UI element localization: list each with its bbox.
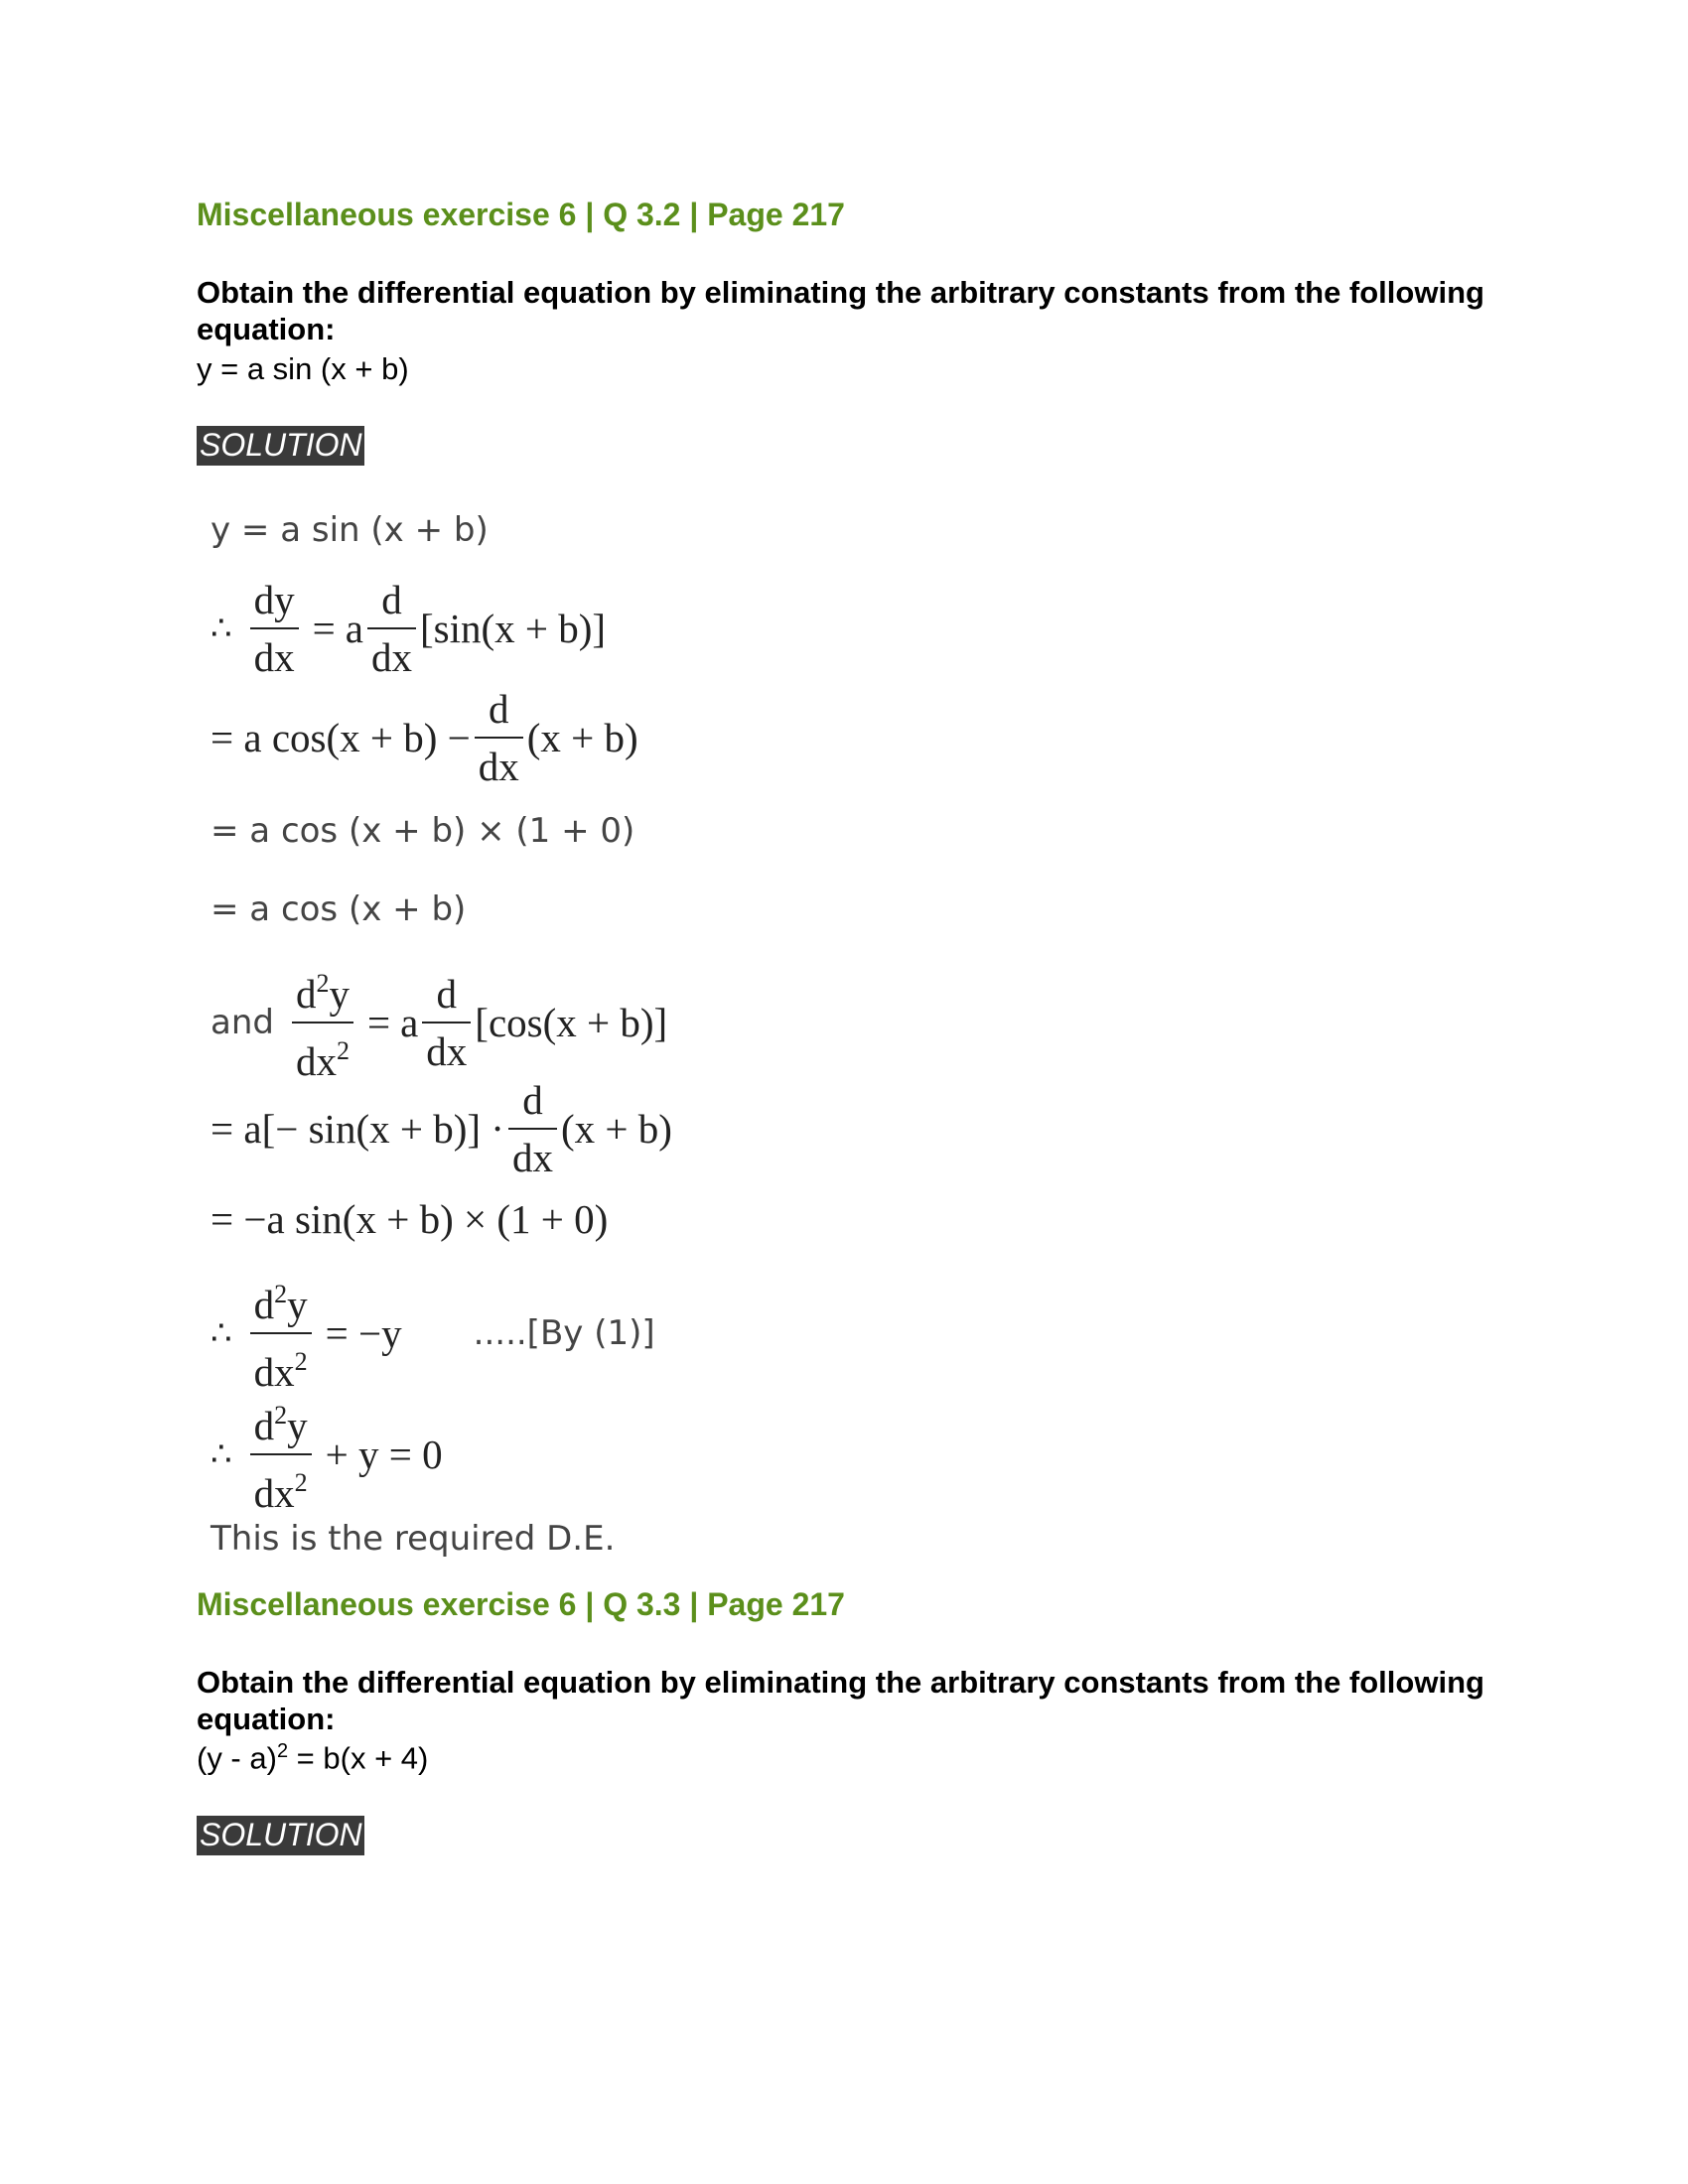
- numerator: d: [436, 971, 458, 1017]
- x-plus-b: (x + b): [526, 715, 638, 760]
- numerator: d: [522, 1077, 543, 1123]
- numerator: [292, 958, 353, 1022]
- step-line-8: = −a sin(x + b) × (1 + 0): [211, 1196, 609, 1242]
- cos-bracket: [cos(x + b)]: [475, 1000, 668, 1045]
- dx: dx: [253, 1470, 295, 1516]
- superscript: 2: [316, 969, 330, 998]
- superscript: 2: [336, 1036, 350, 1065]
- coefficient-a: a: [345, 606, 363, 651]
- step-line-9: [211, 1269, 655, 1398]
- step-line-7: [211, 1074, 672, 1183]
- fraction-d-dx: [422, 968, 471, 1077]
- solution-label: SOLUTION: [197, 1816, 364, 1855]
- equation-prefix: (y - a): [197, 1740, 277, 1776]
- fraction-d2y-dx2: [250, 1390, 312, 1519]
- numerator: d: [381, 577, 402, 622]
- reference-note: .....[By (1)]: [473, 1313, 655, 1353]
- fraction-d2y-dx2: [250, 1269, 312, 1398]
- solution-label: SOLUTION: [197, 426, 364, 466]
- superscript: 2: [274, 1280, 288, 1308]
- question-text: Obtain the differential equation by eliminating the arbitrary constants from the following equation:: [197, 1665, 1484, 1736]
- denominator: [250, 1455, 312, 1519]
- section-heading: Miscellaneous exercise 6 | Q 3.3 | Page 217: [197, 1586, 845, 1622]
- fraction-d-dx: [367, 574, 416, 683]
- step-line-10: [211, 1390, 443, 1519]
- d: d: [295, 971, 317, 1017]
- equation-suffix: = b(x + 4): [288, 1740, 429, 1776]
- numerator: dy: [253, 577, 295, 622]
- superscript: 2: [294, 1468, 308, 1497]
- numerator: [250, 1269, 312, 1332]
- step-line-5: = a cos (x + b): [211, 889, 467, 929]
- denominator: dx: [478, 744, 519, 789]
- step-line-1: y = a sin (x + b): [211, 510, 489, 550]
- neg-sin-term: = a[− sin(x + b)] ·: [211, 1106, 504, 1152]
- question-equation: [197, 1740, 428, 1776]
- plus-y-zero: + y = 0: [325, 1432, 443, 1477]
- denominator: dx: [511, 1135, 553, 1180]
- therefore-symbol: ∴: [211, 1315, 232, 1352]
- fraction-dy-dx: [250, 574, 299, 683]
- numerator: d: [489, 686, 509, 732]
- step-line-2: [211, 574, 606, 683]
- superscript: 2: [294, 1347, 308, 1376]
- d: d: [253, 1403, 275, 1448]
- question-text: Obtain the differential equation by eliminating the arbitrary constants from the following equation:: [197, 275, 1484, 346]
- equals-sign: =: [312, 606, 336, 651]
- denominator: dx: [426, 1028, 468, 1074]
- x-plus-b: (x + b): [560, 1106, 672, 1152]
- therefore-symbol: ∴: [211, 1436, 232, 1473]
- numerator: [250, 1390, 312, 1453]
- equation-superscript: 2: [276, 1740, 289, 1762]
- neg-y: = −y: [325, 1310, 402, 1356]
- denominator: dx: [253, 634, 295, 680]
- y: y: [287, 1282, 308, 1327]
- step-line-3: [211, 683, 638, 792]
- fraction-d-dx: [508, 1074, 557, 1183]
- conclusion-text: This is the required D.E.: [211, 1519, 616, 1559]
- therefore-symbol: ∴: [211, 611, 232, 647]
- section-heading: Miscellaneous exercise 6 | Q 3.2 | Page 217: [197, 197, 845, 232]
- step-line-6: [211, 958, 667, 1087]
- coefficient-a: a: [400, 1000, 419, 1045]
- fraction-d-dx: [475, 683, 523, 792]
- d: d: [253, 1282, 275, 1327]
- dx: dx: [295, 1038, 337, 1084]
- y: y: [329, 971, 350, 1017]
- and-word: and: [211, 1003, 274, 1042]
- fraction-d2y-dx2: [292, 958, 353, 1087]
- question-equation: y = a sin (x + b): [197, 351, 409, 386]
- step-line-4: = a cos (x + b) × (1 + 0): [211, 811, 635, 851]
- y: y: [287, 1403, 308, 1448]
- equals-sign: =: [366, 1000, 391, 1045]
- acos-term: = a cos(x + b) −: [211, 715, 471, 760]
- denominator: dx: [370, 634, 412, 680]
- sin-bracket: [sin(x + b)]: [419, 606, 607, 651]
- denominator: [250, 1334, 312, 1398]
- dx: dx: [253, 1349, 295, 1395]
- superscript: 2: [274, 1401, 288, 1430]
